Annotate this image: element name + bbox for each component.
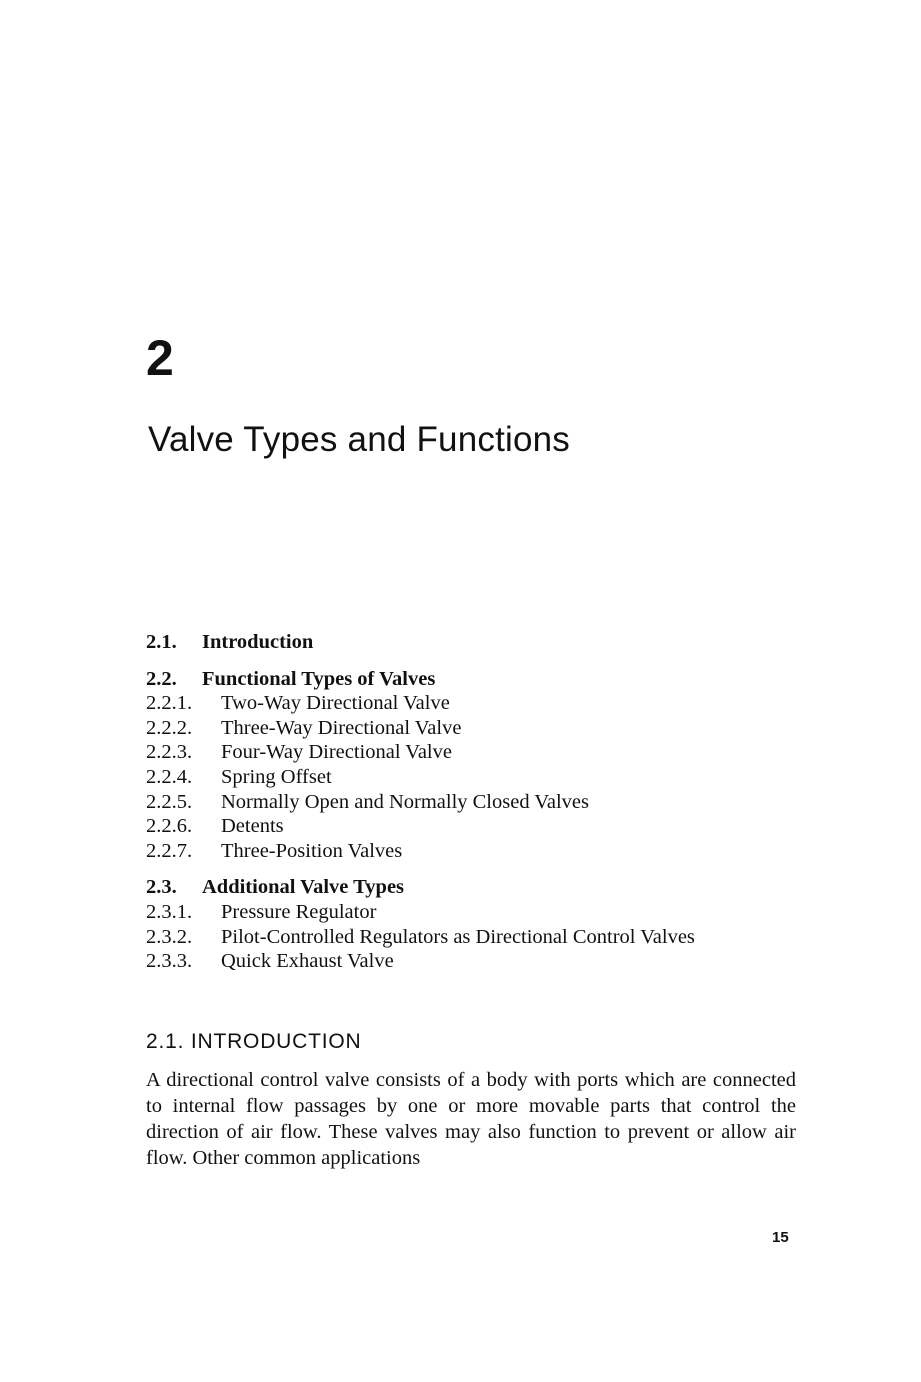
toc-item (146, 765, 826, 790)
toc-title: Three-Way Directional Valve (221, 716, 462, 739)
toc-number: 2.3.3. (146, 950, 193, 973)
toc-heading (146, 667, 826, 692)
table-of-contents (146, 630, 826, 986)
toc-title: Normally Open and Normally Closed Valves (221, 790, 589, 813)
toc-title: Introduction (202, 631, 314, 653)
toc-title: Spring Offset (221, 765, 332, 788)
toc-number: 2.2.3. (146, 741, 193, 764)
toc-group-2-1 (146, 630, 826, 655)
toc-number: 2.3.1. (146, 900, 193, 923)
toc-title: Three-Position Valves (221, 839, 403, 862)
toc-item (146, 691, 826, 716)
toc-item (146, 716, 826, 741)
section-heading: 2.1. INTRODUCTION (146, 1030, 362, 1053)
toc-group-2-2 (146, 667, 826, 864)
toc-heading (146, 875, 826, 900)
toc-title: Detents (221, 815, 284, 838)
toc-number: 2.3.2. (146, 925, 193, 948)
toc-title: Pilot-Controlled Regulators as Directional Control Valves (221, 925, 695, 948)
chapter-title: Valve Types and Functions (148, 420, 571, 459)
toc-title: Two-Way Directional Valve (221, 692, 450, 715)
toc-title: Four-Way Directional Valve (221, 741, 452, 764)
toc-item (146, 839, 826, 864)
toc-number: 2.1. (146, 631, 177, 653)
toc-item (146, 740, 826, 765)
chapter-number: 2 (146, 330, 174, 386)
toc-title: Additional Valve Types (202, 876, 405, 899)
toc-group-2-3 (146, 875, 826, 973)
toc-number: 2.2.5. (146, 790, 193, 813)
toc-number: 2.2. (146, 667, 177, 690)
toc-title: Quick Exhaust Valve (221, 950, 394, 973)
toc-item (146, 949, 826, 974)
toc-item (146, 814, 826, 839)
toc-number: 2.3. (146, 876, 177, 899)
toc-item (146, 790, 826, 815)
toc-item (146, 900, 826, 925)
toc-title: Functional Types of Valves (202, 667, 436, 690)
toc-number: 2.2.6. (146, 815, 193, 838)
toc-item (146, 925, 826, 950)
toc-title: Pressure Regulator (221, 900, 377, 923)
toc-number: 2.2.4. (146, 765, 193, 788)
toc-number: 2.2.2. (146, 716, 193, 739)
toc-number: 2.2.7. (146, 839, 193, 862)
body-paragraph: A directional control valve consists of a body with ports which are connected to internal flow passages by one or more movable parts that control the direction of air flow. These valves may also function to prevent or allow air flow. Other common applications (146, 1069, 796, 1169)
toc-number: 2.2.1. (146, 692, 193, 715)
page-number: 15 (772, 1229, 789, 1246)
toc-heading (146, 630, 826, 655)
